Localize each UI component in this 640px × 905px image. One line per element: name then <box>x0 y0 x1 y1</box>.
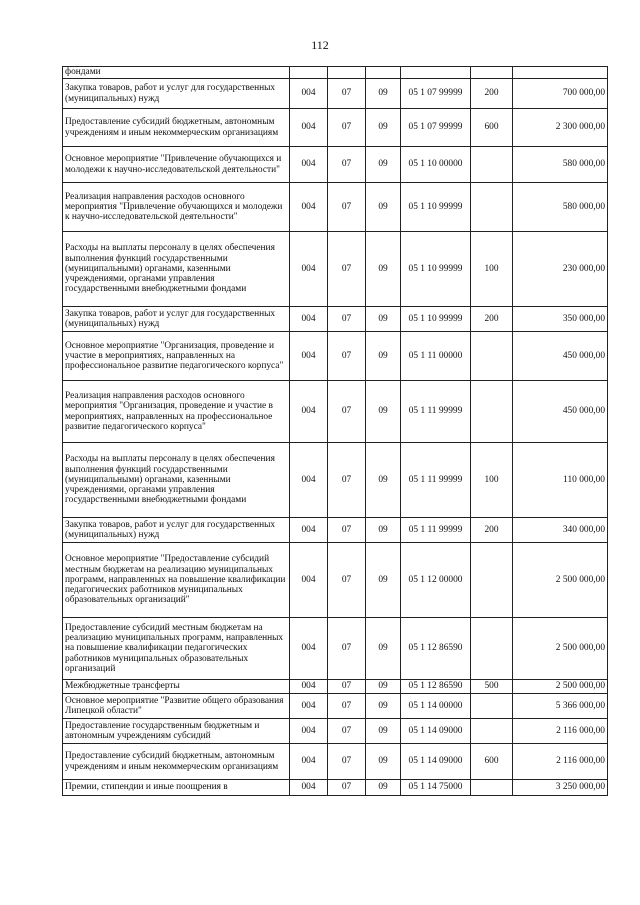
table-row <box>63 618 608 680</box>
table-row <box>63 518 608 543</box>
cell-sum <box>513 67 608 79</box>
cell-subsection: 09 <box>366 518 401 543</box>
cell-subsection <box>366 67 401 79</box>
cell-sum: 3 250 000,00 <box>513 780 608 796</box>
cell-target-code: 05 1 14 09000 <box>401 719 471 744</box>
cell-name: Основное мероприятие "Предоставление субсидий местным бюджетам на реализацию муниципальных программ, направленных на повышение квалификации педагогических работников муниципальных образовательных организаций" <box>63 543 290 618</box>
cell-target-code: 05 1 10 99999 <box>401 307 471 332</box>
cell-expense-type: 200 <box>471 307 513 332</box>
cell-section: 07 <box>328 694 366 719</box>
cell-section: 07 <box>328 680 366 694</box>
cell-expense-type <box>471 381 513 443</box>
cell-target-code: 05 1 11 99999 <box>401 443 471 518</box>
cell-org-code: 004 <box>290 694 328 719</box>
cell-name: Предоставление субсидий местным бюджетам на реализацию муниципальных программ, направленных на повышение квалификации педагогических работников муниципальных образовательных организаций <box>63 618 290 680</box>
cell-target-code: 05 1 14 00000 <box>401 694 471 719</box>
cell-section: 07 <box>328 307 366 332</box>
cell-name: Межбюджетные трансферты <box>63 680 290 694</box>
cell-sum: 450 000,00 <box>513 332 608 381</box>
cell-sum: 580 000,00 <box>513 183 608 232</box>
cell-sum: 580 000,00 <box>513 147 608 183</box>
table-row <box>63 744 608 780</box>
cell-target-code: 05 1 10 99999 <box>401 232 471 307</box>
cell-sum: 340 000,00 <box>513 518 608 543</box>
cell-name: Закупка товаров, работ и услуг для государственных (муниципальных) нужд <box>63 307 290 332</box>
cell-org-code: 004 <box>290 109 328 147</box>
cell-sum: 2 116 000,00 <box>513 719 608 744</box>
cell-name: Основное мероприятие "Организация, проведение и участие в мероприятиях, направленных на профессиональное развитие педагогического корпуса" <box>63 332 290 381</box>
cell-target-code: 05 1 11 99999 <box>401 381 471 443</box>
cell-expense-type <box>471 694 513 719</box>
cell-subsection: 09 <box>366 719 401 744</box>
cell-subsection: 09 <box>366 183 401 232</box>
table-row <box>63 147 608 183</box>
cell-section: 07 <box>328 232 366 307</box>
cell-expense-type: 100 <box>471 232 513 307</box>
cell-expense-type: 100 <box>471 443 513 518</box>
cell-section <box>328 67 366 79</box>
cell-org-code: 004 <box>290 618 328 680</box>
table-row <box>63 443 608 518</box>
budget-table <box>62 66 608 796</box>
cell-expense-type <box>471 332 513 381</box>
cell-org-code: 004 <box>290 680 328 694</box>
cell-section: 07 <box>328 618 366 680</box>
cell-section: 07 <box>328 147 366 183</box>
cell-target-code: 05 1 07 99999 <box>401 109 471 147</box>
cell-org-code: 004 <box>290 307 328 332</box>
cell-subsection: 09 <box>366 147 401 183</box>
cell-org-code: 004 <box>290 147 328 183</box>
cell-target-code: 05 1 10 99999 <box>401 183 471 232</box>
cell-expense-type <box>471 780 513 796</box>
cell-org-code: 004 <box>290 183 328 232</box>
cell-name: Предоставление субсидий бюджетным, автономным учреждениям и иным некоммерческим организациям <box>63 109 290 147</box>
cell-subsection: 09 <box>366 109 401 147</box>
table-row <box>63 183 608 232</box>
cell-section: 07 <box>328 79 366 109</box>
cell-name: Реализация направления расходов основного мероприятия "Привлечение обучающихся и молодежи к научно-исследовательской деятельности" <box>63 183 290 232</box>
cell-target-code: 05 1 11 99999 <box>401 518 471 543</box>
table-row <box>63 381 608 443</box>
cell-org-code: 004 <box>290 543 328 618</box>
table-row <box>63 79 608 109</box>
cell-org-code: 004 <box>290 744 328 780</box>
cell-expense-type <box>471 618 513 680</box>
cell-sum: 110 000,00 <box>513 443 608 518</box>
cell-org-code: 004 <box>290 79 328 109</box>
cell-name: Предоставление государственным бюджетным и автономным учреждениям субсидий <box>63 719 290 744</box>
cell-section: 07 <box>328 780 366 796</box>
cell-org-code <box>290 67 328 79</box>
cell-expense-type <box>471 67 513 79</box>
page-number: 112 <box>311 38 329 52</box>
table-row <box>63 694 608 719</box>
table-row <box>63 543 608 618</box>
cell-target-code: 05 1 14 75000 <box>401 780 471 796</box>
cell-target-code: 05 1 14 09000 <box>401 744 471 780</box>
cell-subsection: 09 <box>366 332 401 381</box>
cell-sum: 450 000,00 <box>513 381 608 443</box>
cell-section: 07 <box>328 183 366 232</box>
cell-sum: 350 000,00 <box>513 307 608 332</box>
cell-target-code: 05 1 11 00000 <box>401 332 471 381</box>
cell-section: 07 <box>328 543 366 618</box>
cell-org-code: 004 <box>290 518 328 543</box>
cell-org-code: 004 <box>290 381 328 443</box>
cell-name: Закупка товаров, работ и услуг для государственных (муниципальных) нужд <box>63 518 290 543</box>
cell-subsection: 09 <box>366 744 401 780</box>
cell-sum: 5 366 000,00 <box>513 694 608 719</box>
cell-subsection: 09 <box>366 694 401 719</box>
cell-section: 07 <box>328 443 366 518</box>
cell-name: Основное мероприятие "Развитие общего образования Липецкой области" <box>63 694 290 719</box>
table-row <box>63 719 608 744</box>
cell-subsection: 09 <box>366 543 401 618</box>
cell-sum: 230 000,00 <box>513 232 608 307</box>
table-row <box>63 232 608 307</box>
cell-subsection: 09 <box>366 443 401 518</box>
cell-name: фондами <box>63 67 290 79</box>
cell-expense-type: 600 <box>471 744 513 780</box>
cell-sum: 2 300 000,00 <box>513 109 608 147</box>
cell-sum: 2 500 000,00 <box>513 543 608 618</box>
cell-expense-type <box>471 719 513 744</box>
cell-org-code: 004 <box>290 332 328 381</box>
cell-name: Реализация направления расходов основного мероприятия "Организация, проведение и участие в мероприятиях, направленных на профессиональное развитие педагогического корпуса" <box>63 381 290 443</box>
cell-name: Премии, стипендии и иные поощрения в <box>63 780 290 796</box>
cell-org-code: 004 <box>290 443 328 518</box>
cell-sum: 700 000,00 <box>513 79 608 109</box>
budget-table-body <box>63 67 608 796</box>
cell-org-code: 004 <box>290 232 328 307</box>
cell-subsection: 09 <box>366 79 401 109</box>
cell-name: Расходы на выплаты персоналу в целях обеспечения выполнения функций государственными (муниципальными) органами, казенными учреждениями, органами управления государственными внебюджетными фондами <box>63 232 290 307</box>
cell-subsection: 09 <box>366 680 401 694</box>
cell-subsection: 09 <box>366 307 401 332</box>
cell-name: Основное мероприятие "Привлечение обучающихся и молодежи к научно-исследовательской деятельности" <box>63 147 290 183</box>
cell-subsection: 09 <box>366 618 401 680</box>
cell-section: 07 <box>328 381 366 443</box>
cell-name: Расходы на выплаты персоналу в целях обеспечения выполнения функций государственными (муниципальными) органами, казенными учреждениями, органами управления государственными внебюджетными фондами <box>63 443 290 518</box>
cell-target-code: 05 1 07 99999 <box>401 79 471 109</box>
cell-subsection: 09 <box>366 232 401 307</box>
cell-expense-type: 500 <box>471 680 513 694</box>
cell-section: 07 <box>328 719 366 744</box>
cell-expense-type <box>471 543 513 618</box>
cell-subsection: 09 <box>366 780 401 796</box>
cell-sum: 2 500 000,00 <box>513 618 608 680</box>
table-row <box>63 109 608 147</box>
table-row <box>63 680 608 694</box>
cell-expense-type <box>471 147 513 183</box>
cell-section: 07 <box>328 518 366 543</box>
cell-target-code: 05 1 12 86590 <box>401 618 471 680</box>
cell-target-code: 05 1 12 00000 <box>401 543 471 618</box>
table-row <box>63 67 608 79</box>
cell-section: 07 <box>328 332 366 381</box>
cell-org-code: 004 <box>290 780 328 796</box>
cell-target-code: 05 1 12 86590 <box>401 680 471 694</box>
cell-org-code: 004 <box>290 719 328 744</box>
cell-target-code <box>401 67 471 79</box>
table-row <box>63 307 608 332</box>
cell-expense-type: 600 <box>471 109 513 147</box>
cell-name: Предоставление субсидий бюджетным, автономным учреждениям и иным некоммерческим организациям <box>63 744 290 780</box>
cell-section: 07 <box>328 109 366 147</box>
cell-expense-type <box>471 183 513 232</box>
cell-subsection: 09 <box>366 381 401 443</box>
cell-expense-type: 200 <box>471 79 513 109</box>
table-row <box>63 780 608 796</box>
table-row <box>63 332 608 381</box>
cell-sum: 2 500 000,00 <box>513 680 608 694</box>
cell-expense-type: 200 <box>471 518 513 543</box>
cell-target-code: 05 1 10 00000 <box>401 147 471 183</box>
cell-section: 07 <box>328 744 366 780</box>
cell-name: Закупка товаров, работ и услуг для государственных (муниципальных) нужд <box>63 79 290 109</box>
cell-sum: 2 116 000,00 <box>513 744 608 780</box>
